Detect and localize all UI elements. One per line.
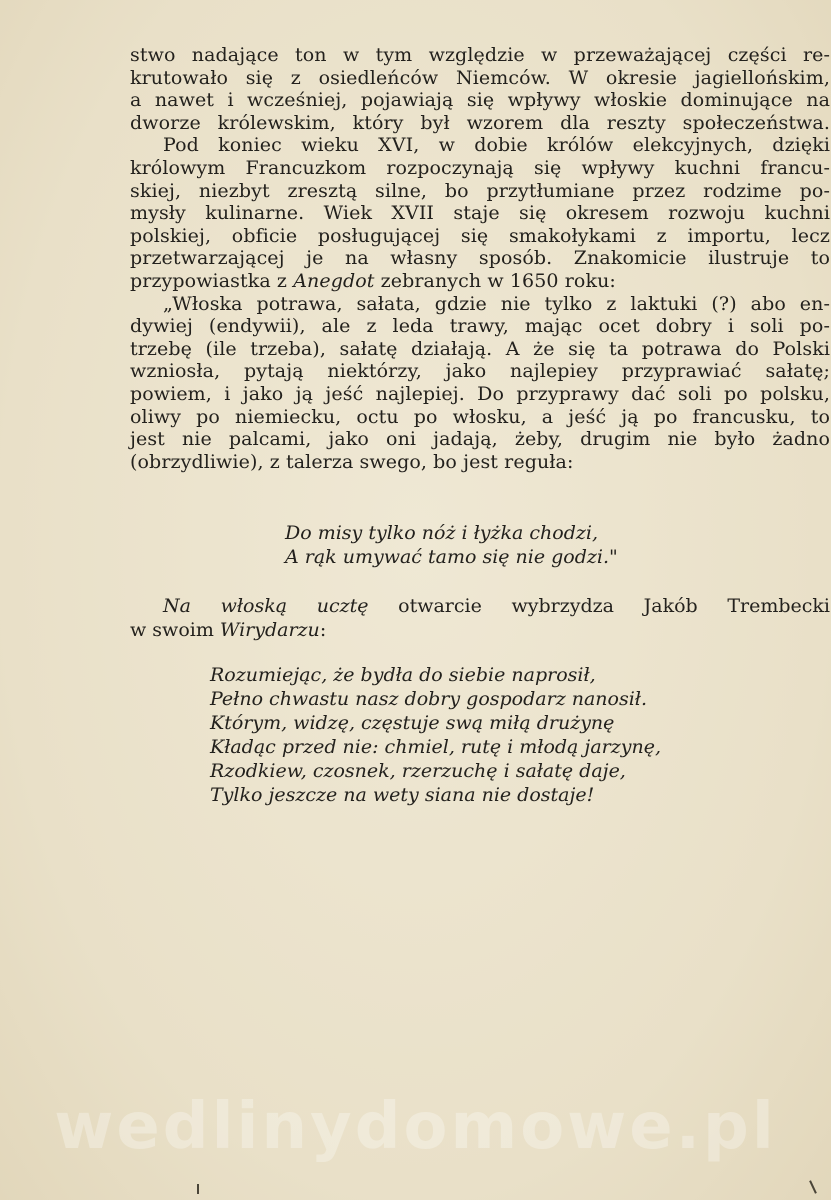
text-fragment: zebranych w 1650 roku: [374, 269, 616, 292]
paragraph2-line: królowym Francuzkom rozpoczynają się wpływy kuchni francu- [130, 156, 830, 179]
book-title: Wirydarzu [219, 619, 320, 641]
paragraph3-line [130, 618, 830, 642]
paragraph1-line: krutowało się z osiedleńców Niemców. W okresie jagiellońskim, [130, 66, 830, 89]
paragraph3-line [130, 594, 830, 618]
paragraph2-line: mysły kulinarne. Wiek XVII staje się okresem rozwoju kuchni [130, 202, 830, 225]
poem-excerpt [210, 663, 661, 807]
paragraph2-line: Pod koniec wieku XVI, w dobie królów elekcyjnych, dzięki [163, 134, 830, 157]
quote-last-line: (obrzydliwie), z talerza swego, bo jest reguła: [130, 450, 574, 473]
paragraph3 [130, 594, 830, 642]
book-title: Anegdot [293, 269, 375, 292]
paragraph1-line: stwo nadające ton w tym względzie w przeważającej części re- [130, 44, 830, 66]
text-fragment: otwarcie wybrzydza Jakób Trembecki [368, 595, 830, 617]
quote-line: dywiej (endywii), ale z leda trawy, mając ocet dobry i soli po- [130, 315, 830, 338]
quote-line: „Włoska potrawa, sałata, gdzie nie tylko z laktuki (?) abo en- [163, 292, 830, 315]
verse-line: Pełno chwastu nasz dobry gospodarz nanosił. [210, 688, 648, 710]
quote-line: oliwy po niemiecku, octu po włosku, a jeść ją po francusku, to [130, 405, 830, 428]
quote-line: powiem, i jako ją jeść najlepiej. Do przyprawy dać soli po polsku, [130, 382, 830, 405]
verse-line: Kładąc przed nie: chmiel, rutę i młodą jarzynę, [210, 736, 661, 758]
watermark: wedlinydomowe.pl [54, 1090, 777, 1164]
verse-line: Tylko jeszcze na wety siana nie dostaje! [210, 784, 595, 806]
text-fragment: przypowiastka z [130, 269, 294, 292]
paragraph2-line: polskiej, obficie posługującej się smakołykami z importu, lecz [130, 224, 830, 247]
verse-couplet [285, 521, 618, 569]
scan-mark [809, 1180, 817, 1194]
paragraph2-last-line [130, 270, 830, 293]
verse-line: Rzodkiew, czosnek, rzerzuchę i sałatę daje, [210, 760, 626, 782]
quote-line: trzebę (ile trzeba), sałatę działają. A że się ta potrawa do Polski [130, 337, 830, 360]
paragraph1-line: dworze królewskim, który był wzorem dla reszty społeczeństwa. [130, 111, 830, 134]
text-fragment: w swoim [130, 619, 220, 641]
paragraph2-line: przetwarzającej je na własny sposób. Znakomicie ilustruje to [130, 247, 830, 270]
scan-mark [197, 1184, 199, 1194]
verse-line: Rozumiejąc, że bydła do siebie naprosił, [210, 664, 596, 686]
paragraph1-line: a nawet i wcześniej, pojawiają się wpływy włoskie dominujące na [130, 89, 830, 112]
italic-phrase: Na włoską ucztę [163, 595, 369, 617]
quote-line: wzniosła, pytają niektórzy, jako najlepiey przyprawiać sałatę; [130, 360, 830, 383]
verse-line: Do misy tylko nóż i łyżka chodzi, [285, 522, 598, 544]
main-text [130, 44, 830, 473]
paragraph2-line: skiej, niezbyt zresztą silne, bo przytłumiane przez rodzime po- [130, 179, 830, 202]
verse-line: A rąk umywać tamo się nie godzi." [285, 546, 618, 568]
verse-line: Którym, widzę, częstuje swą miłą drużynę [210, 712, 615, 734]
text-fragment: : [319, 619, 327, 641]
quote-line: jest nie palcami, jako oni jadają, żeby, drugim nie było żadno [130, 428, 830, 451]
